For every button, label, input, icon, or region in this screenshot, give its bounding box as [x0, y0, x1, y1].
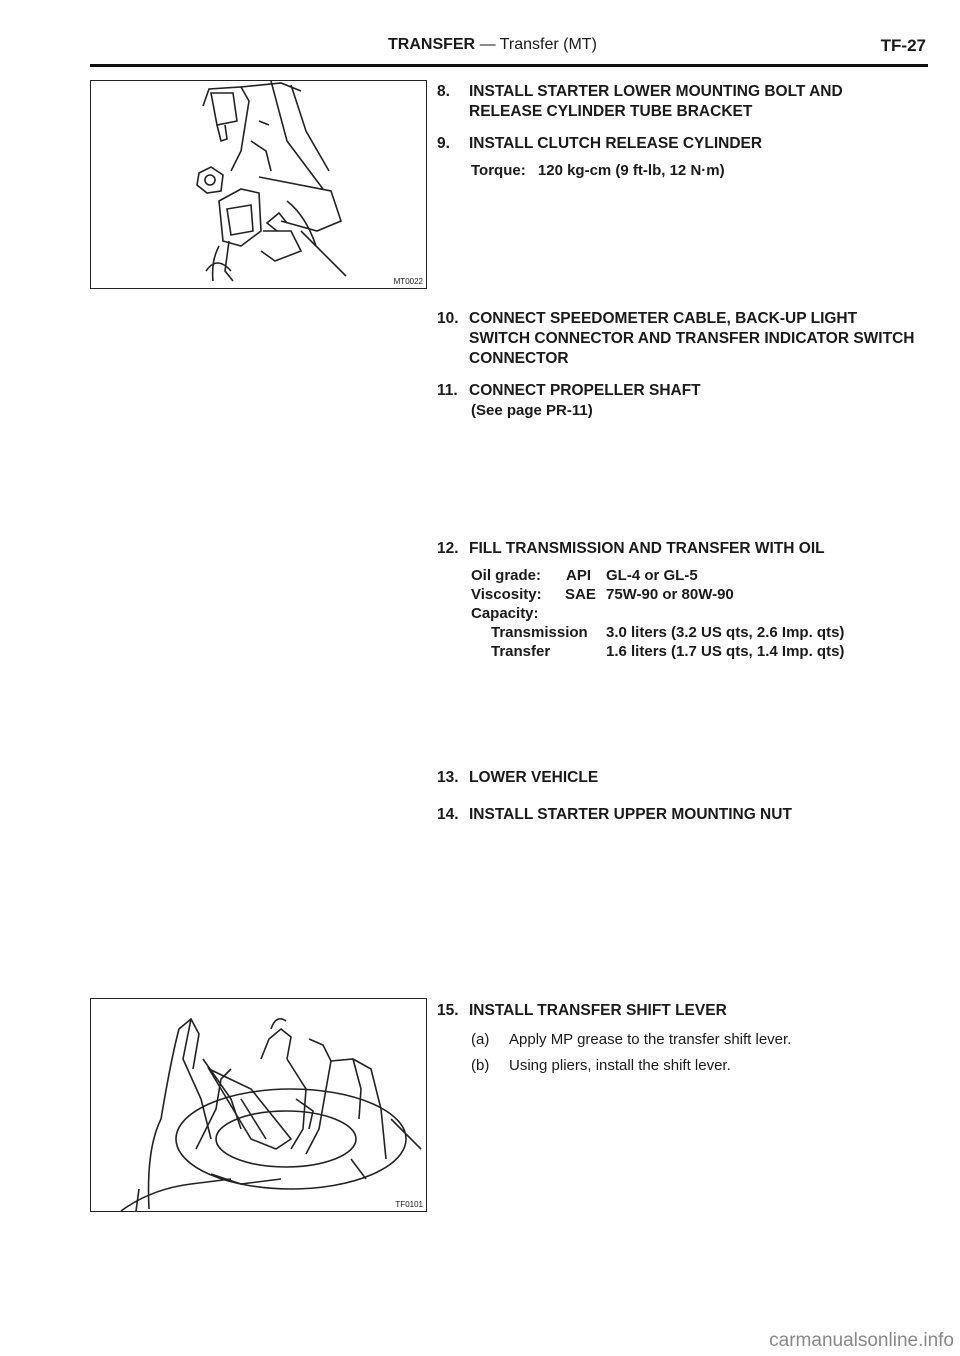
step-text: CONNECT SPEEDOMETER CABLE, BACK-UP LIGHT SWITCH CONNECTOR AND TRANSFER INDICATOR SWITCH CONNECTOR — [469, 310, 915, 367]
torque-spec — [471, 162, 725, 180]
release-cylinder-illustration — [91, 81, 426, 288]
step-15a-mark: (a) — [471, 1031, 490, 1048]
page-header — [90, 34, 928, 67]
step-11-note: (See page PR-11) — [471, 402, 593, 419]
step-number: 9. — [437, 135, 450, 152]
step-text: FILL TRANSMISSION AND TRANSFER WITH OIL — [469, 540, 825, 557]
viscosity-value: 75W-90 or 80W-90 — [606, 586, 734, 603]
step-number: 13. — [437, 769, 459, 786]
figure-code: TF0101 — [395, 1200, 423, 1209]
oil-grade-label: Oil grade: — [471, 567, 542, 584]
torque-value: 120 kg-cm (9 ft-lb, 12 N·m) — [537, 162, 725, 179]
oil-grade-standard: API — [566, 567, 592, 584]
transmission-capacity: 3.0 liters (3.2 US qts, 2.6 Imp. qts) — [606, 624, 845, 641]
step-text: LOWER VEHICLE — [469, 769, 599, 786]
transfer-capacity: 1.6 liters (1.7 US qts, 1.4 Imp. qts) — [606, 643, 845, 660]
step-number: 15. — [437, 1002, 459, 1019]
shift-lever-illustration — [91, 999, 426, 1211]
step-number: 14. — [437, 806, 459, 823]
footer-watermark: carmanualsonline.info — [769, 1330, 954, 1351]
header-section: TRANSFER — [388, 36, 476, 53]
header-subtitle: — Transfer (MT) — [479, 36, 597, 53]
figure-code: MT0022 — [393, 277, 423, 286]
figure-shift-lever — [90, 998, 427, 1212]
step-text: INSTALL TRANSFER SHIFT LEVER — [469, 1002, 727, 1019]
step-text: CONNECT PROPELLER SHAFT — [469, 382, 701, 399]
step-15b-text: Using pliers, install the shift lever. — [509, 1057, 731, 1074]
step-number: 12. — [437, 540, 459, 557]
page-number: TF-27 — [880, 36, 926, 55]
transfer-label: Transfer — [491, 643, 551, 660]
figure-release-cylinder — [90, 80, 427, 289]
step-number: 8. — [437, 83, 450, 100]
torque-label: Torque: — [471, 162, 526, 179]
step-number: 11. — [437, 382, 458, 399]
transmission-label: Transmission — [491, 624, 588, 641]
viscosity-label: Viscosity: — [471, 586, 542, 603]
step-number: 10. — [437, 310, 459, 327]
step-text: INSTALL STARTER UPPER MOUNTING NUT — [469, 806, 792, 823]
oil-grade-value: GL-4 or GL-5 — [606, 567, 698, 584]
step-15b-mark: (b) — [471, 1057, 490, 1074]
step-text: INSTALL CLUTCH RELEASE CYLINDER — [469, 135, 763, 152]
step-text: INSTALL STARTER LOWER MOUNTING BOLT AND RELEASE CYLINDER TUBE BRACKET — [469, 83, 843, 120]
step-15a-text: Apply MP grease to the transfer shift lever. — [509, 1031, 792, 1048]
viscosity-standard: SAE — [565, 586, 596, 603]
header-title — [388, 36, 597, 54]
capacity-label: Capacity: — [471, 605, 539, 622]
